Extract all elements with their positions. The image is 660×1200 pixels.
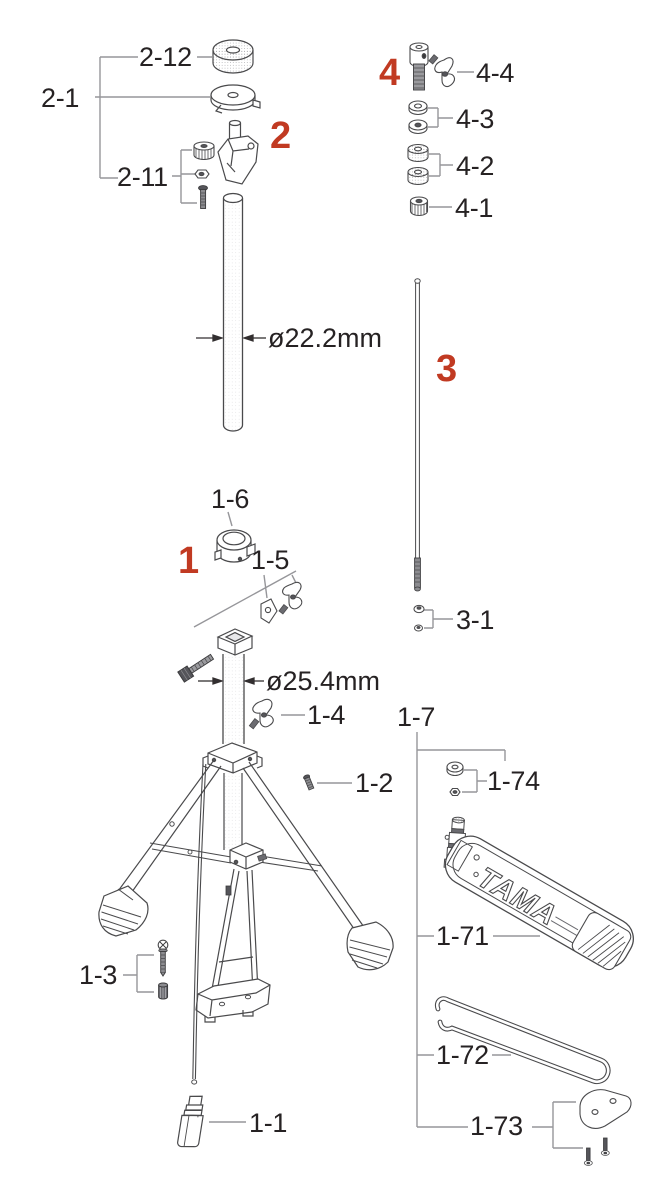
clutch-bolt-drawing bbox=[410, 43, 428, 90]
knurled-nut-2-11-drawing bbox=[194, 142, 214, 160]
rod-guide-plate-1-5-drawing bbox=[261, 599, 277, 623]
group-number-2: 2 bbox=[270, 115, 292, 157]
part-label-1-73: 1-73 bbox=[470, 1111, 523, 1141]
rubber-foot-left-drawing bbox=[99, 886, 148, 936]
group-label-1-7: 1-7 bbox=[397, 702, 436, 732]
part-label-1-74: 1-74 bbox=[487, 766, 540, 796]
pedal-brand-logo: TAMA bbox=[472, 861, 563, 933]
part-label-1-4: 1-4 bbox=[307, 700, 346, 730]
wing-bolt-1-4-drawing bbox=[249, 699, 273, 728]
hex-bolt-1-5-drawing bbox=[178, 652, 216, 682]
part-label-1-3: 1-3 bbox=[79, 960, 118, 990]
footboard-1-71-drawing bbox=[438, 829, 641, 975]
part-label-1-71: 1-71 bbox=[436, 921, 489, 951]
rod-nuts-3-1-drawing bbox=[414, 605, 424, 631]
part-label-1-5: 1-5 bbox=[251, 545, 290, 575]
leader-lines-group-4 bbox=[428, 72, 474, 207]
part-label-1-6: 1-6 bbox=[211, 484, 250, 514]
screw-set-1-3-drawing bbox=[158, 940, 168, 999]
washer-nut-1-74-drawing bbox=[447, 762, 463, 796]
part-label-4-3: 4-3 bbox=[456, 104, 495, 134]
heel-plate-1-73-drawing bbox=[580, 1090, 631, 1129]
part-label-1-2: 1-2 bbox=[355, 768, 394, 798]
cymbal-seat-2-1-drawing bbox=[211, 85, 260, 113]
upper-tube-drawing bbox=[224, 194, 243, 432]
dimension-upper-tube: ø22.2mm bbox=[268, 323, 383, 353]
hex-nut-2-11-drawing bbox=[195, 170, 209, 178]
part-label-2-1: 2-1 bbox=[41, 83, 80, 113]
square-tube-receiver-drawing bbox=[218, 629, 252, 655]
rubber-foot-1-1-drawing bbox=[177, 1094, 206, 1150]
lower-tube-drawing bbox=[223, 654, 244, 744]
group-number-4: 4 bbox=[379, 52, 401, 94]
knurled-nut-4-1-drawing bbox=[411, 197, 428, 216]
part-label-2-11: 2-11 bbox=[117, 162, 168, 192]
group-number-3: 3 bbox=[436, 348, 458, 390]
hi-hat-felts-4-2-drawing bbox=[408, 145, 428, 185]
part-label-3-1: 3-1 bbox=[456, 605, 495, 635]
memory-clamp-1-6-drawing bbox=[215, 530, 255, 562]
part-label-4-2: 4-2 bbox=[456, 151, 495, 181]
tube-between-clamps-drawing bbox=[224, 773, 242, 850]
lower-pull-rod-drawing bbox=[192, 764, 206, 1084]
felt-washer-2-12-drawing bbox=[213, 40, 253, 73]
leader-lines-group-3 bbox=[424, 610, 453, 628]
part-label-1-72: 1-72 bbox=[436, 1040, 489, 1070]
wing-nut-4-4-drawing bbox=[429, 55, 455, 87]
tilter-assembly-drawing bbox=[218, 121, 258, 185]
rubber-foot-right-drawing bbox=[347, 922, 393, 970]
part-label-2-12: 2-12 bbox=[139, 42, 192, 72]
washers-4-3-drawing bbox=[409, 101, 427, 134]
screw-1-2-drawing bbox=[303, 774, 315, 790]
pedal-frame-drawing bbox=[196, 869, 270, 1022]
pull-rod-drawing bbox=[415, 279, 421, 591]
dimension-lower-tube: ø25.4mm bbox=[266, 666, 381, 696]
heel-plate-screws-drawing bbox=[584, 1138, 609, 1165]
group-number-1: 1 bbox=[178, 540, 200, 582]
part-label-4-4: 4-4 bbox=[476, 58, 515, 88]
wing-bolt-1-5-drawing bbox=[279, 582, 302, 614]
screw-2-11-drawing bbox=[199, 186, 208, 209]
part-label-1-1: 1-1 bbox=[249, 1108, 288, 1138]
part-label-4-1: 4-1 bbox=[455, 193, 494, 223]
